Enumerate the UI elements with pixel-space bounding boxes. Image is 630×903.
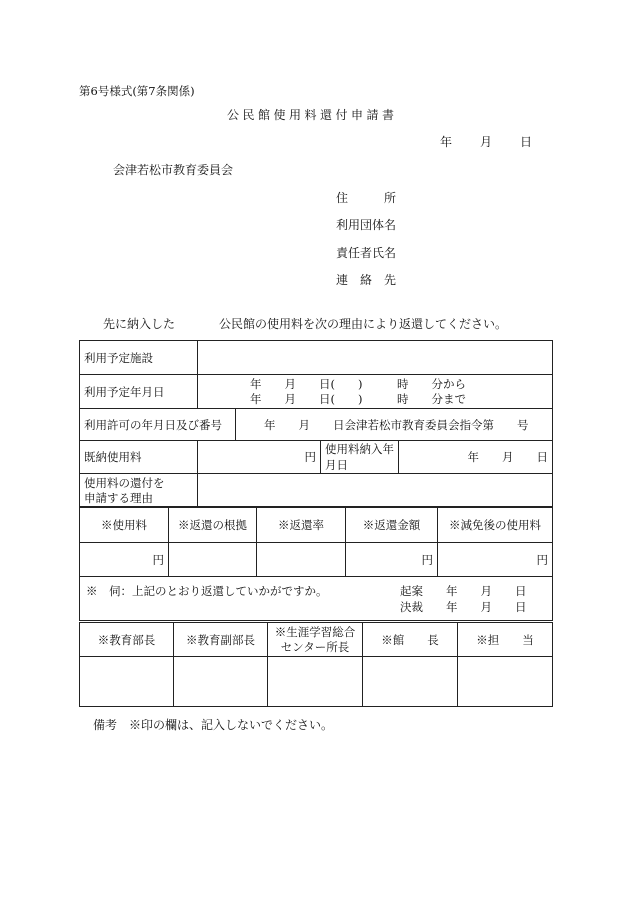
permit-row — [80, 409, 553, 441]
remarks-note: 備考 ※印の欄は、記入しないでください。 — [93, 718, 334, 732]
center-director-seal — [268, 657, 363, 707]
intro-before: 先に納入した — [103, 317, 176, 331]
rate-value — [257, 543, 346, 577]
form-title: 公民館使用料還付申請書 — [227, 108, 398, 122]
date-day: 日 — [520, 135, 533, 149]
approved-date: 決裁 年 月 日 — [400, 600, 527, 614]
datetime-from: 年 月 日( ) 時 分から — [250, 376, 466, 391]
applicant-responsible-label: 責任者氏名 — [336, 246, 397, 260]
payment-date-label: 使用料納入年月日 — [321, 441, 399, 474]
paid-amount: 円 — [198, 441, 321, 474]
payment-date-value: 年 月 日 — [399, 441, 553, 474]
director-label: ※教育部長 — [80, 623, 174, 657]
datetime-value — [198, 375, 553, 409]
amount-header: ※返還金額 — [346, 507, 438, 543]
inquiry-row — [80, 577, 553, 621]
applicant-address-label: 住 所 — [336, 191, 397, 205]
inquiry-text: ※ 伺：上記のとおり返還していかがですか。 — [86, 584, 328, 598]
reason-label: 使用料の還付を 申請する理由 — [80, 474, 198, 508]
form-number: 第6号様式(第7条関係) — [79, 84, 195, 98]
date-month: 月 — [480, 135, 493, 149]
inquiry-cell — [80, 577, 553, 621]
after-reduction-header: ※減免後の使用料 — [438, 507, 553, 543]
staff-label: ※担 当 — [458, 623, 553, 657]
application-date — [440, 133, 532, 150]
refund-value-row — [80, 543, 553, 577]
facility-label: 利用予定施設 — [80, 341, 198, 375]
facility-value — [198, 341, 553, 375]
head-seal — [363, 657, 458, 707]
approval-header-row — [80, 623, 553, 657]
intro-after: 公民館の使用料を次の理由により返還してください。 — [219, 317, 508, 331]
date-year: 年 — [440, 135, 453, 149]
fee-header: ※使用料 — [80, 507, 169, 543]
application-table — [79, 340, 553, 508]
addressee: 会津若松市教育委員会 — [113, 163, 234, 177]
approval-seal-row — [80, 657, 553, 707]
facility-row — [80, 341, 553, 375]
approval-table — [79, 622, 553, 707]
drafted-date: 起案 年 月 日 — [400, 584, 527, 598]
basis-header: ※返還の根拠 — [169, 507, 257, 543]
deputy-seal — [174, 657, 268, 707]
permit-value: 年 月 日会津若松市教育委員会指令第 号 — [236, 409, 553, 441]
after-reduction-value: 円 — [438, 543, 553, 577]
datetime-row — [80, 375, 553, 409]
applicant-group-label: 利用団体名 — [336, 218, 397, 232]
deputy-label: ※教育副部長 — [174, 623, 268, 657]
refund-table — [79, 506, 553, 621]
rate-header: ※返還率 — [257, 507, 346, 543]
fee-value: 円 — [80, 543, 169, 577]
reason-value — [198, 474, 553, 508]
permit-label: 利用許可の年月日及び番号 — [80, 409, 236, 441]
staff-seal — [458, 657, 553, 707]
paid-row — [80, 441, 553, 474]
applicant-contact-label: 連 絡 先 — [336, 273, 397, 287]
head-label: ※館 長 — [363, 623, 458, 657]
datetime-label: 利用予定年月日 — [80, 375, 198, 409]
amount-value: 円 — [346, 543, 438, 577]
basis-value — [169, 543, 257, 577]
director-seal — [80, 657, 174, 707]
refund-header-row — [80, 507, 553, 543]
paid-label: 既納使用料 — [80, 441, 198, 474]
intro-sentence — [103, 315, 507, 332]
center-director-label: ※生涯学習総合 センター所長 — [268, 623, 363, 657]
reason-row — [80, 474, 553, 508]
datetime-to: 年 月 日( ) 時 分まで — [250, 391, 466, 406]
